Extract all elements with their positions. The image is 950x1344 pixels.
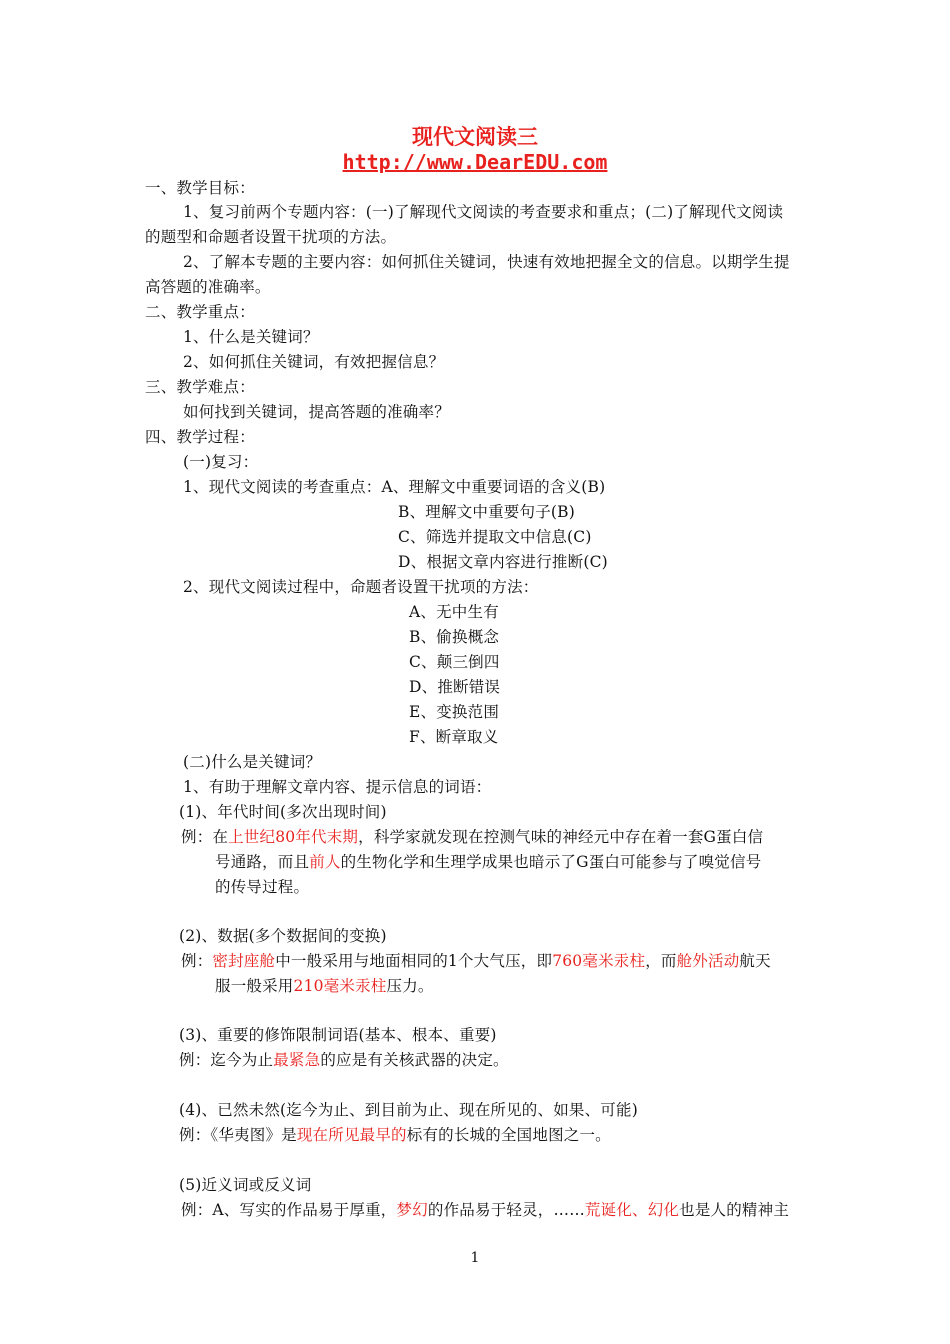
- section-heading-difficulty: 三、教学难点：: [145, 378, 255, 396]
- key-point-2: 2、如何抓住关键词，有效把握信息？: [183, 353, 445, 371]
- focus-intro: 1、现代文阅读的考查重点：A、理解文中重要词语的含义(B): [183, 478, 606, 496]
- goal-2-line-2: 高答题的准确率。: [145, 278, 271, 296]
- focus-item-d: D、根据文章内容进行推断(C): [398, 553, 608, 571]
- section-heading-goals: 一、教学目标：: [145, 179, 255, 197]
- highlighted-keyword: 上世纪80年代末期: [228, 828, 359, 846]
- review-heading: (一)复习：: [183, 453, 259, 471]
- focus-item-b: B、理解文中重要句子(B): [398, 503, 575, 521]
- highlighted-keyword: 密封座舱: [212, 952, 276, 970]
- key-point-1: 1、什么是关键词？: [183, 328, 319, 346]
- keyword-type-5-heading: (5)近义词或反义词: [179, 1176, 312, 1194]
- highlighted-keyword: 舱外活动: [676, 952, 740, 970]
- goal-1-line-2: 的题型和命题者设置干扰项的方法。: [145, 228, 397, 246]
- keyword-type-4-heading: (4)、已然未然(迄今为止、到目前为止、现在所见的、如果、可能): [179, 1101, 638, 1119]
- keyword-type-5-example-line-1: 例：A、写实的作品易于厚重，梦幻的作品易于轻灵，……荒诞化、幻化也是人的精神主: [181, 1201, 790, 1219]
- keyword-type-1-heading: (1)、年代时间(多次出现时间): [179, 803, 387, 821]
- keyword-type-2-heading: (2)、数据(多个数据间的变换): [179, 927, 387, 945]
- distractor-item: C、颠三倒四: [409, 653, 500, 671]
- keyword-type-2-example-line-1: 例：密封座舱中一般采用与地面相同的1个大气压，即760毫米汞柱，而舱外活动航天: [181, 952, 771, 970]
- highlighted-keyword: 荒诞化、幻化: [584, 1201, 680, 1219]
- keyword-type-2-example-line-2: 服一般采用210毫米汞柱压力。: [215, 977, 434, 995]
- keyword-type-1-example-line-3: 的传导过程。: [215, 878, 310, 896]
- distractor-item: F、断章取义: [409, 728, 499, 746]
- keyword-type-3-heading: (3)、重要的修饰限制词语(基本、根本、重要): [179, 1026, 497, 1044]
- highlighted-keyword: 前人: [309, 853, 341, 871]
- focus-item-c: C、筛选并提取文中信息(C): [398, 528, 592, 546]
- keyword-type-4-example: 例：《华夷图》是现在所见最早的标有的长城的全国地图之一。: [179, 1126, 611, 1144]
- keyword-type-1-example-line-2: 号通路，而且前人的生物化学和生理学成果也暗示了G蛋白可能参与了嗅觉信号: [215, 853, 762, 871]
- source-url-link[interactable]: http://www.DearEDU.com: [342, 150, 608, 174]
- keyword-type-3-example: 例：迄今为止最紧急的应是有关核武器的决定。: [179, 1051, 509, 1069]
- distractor-item: B、偷换概念: [409, 628, 500, 646]
- highlighted-keyword: 最紧急: [273, 1051, 321, 1069]
- distractor-item: D、推断错误: [409, 678, 501, 696]
- keyword-definition: 1、有助于理解文章内容、提示信息的词语：: [183, 778, 492, 796]
- goal-2-line-1: 2、了解本专题的主要内容：如何抓住关键词，快速有效地把握全文的信息。以期学生提: [183, 253, 790, 271]
- highlighted-keyword: 现在所见最早的: [296, 1126, 407, 1144]
- distractor-item: A、无中生有: [409, 603, 499, 621]
- keyword-heading: (二)什么是关键词？: [183, 753, 322, 771]
- highlighted-keyword: 210毫米汞柱: [293, 977, 387, 995]
- distractor-item: E、变换范围: [409, 703, 500, 721]
- section-heading-process: 四、教学过程：: [145, 428, 255, 446]
- document-title: 现代文阅读三: [412, 125, 538, 149]
- highlighted-keyword: 760毫米汞柱: [552, 952, 646, 970]
- goal-1-line-1: 1、复习前两个专题内容：(一)了解现代文阅读的考查要求和重点；(二)了解现代文阅读: [183, 203, 784, 221]
- highlighted-keyword: 梦幻: [396, 1201, 428, 1219]
- keyword-type-1-example-line-1: 例：在上世纪80年代末期，科学家就发现在控测气味的神经元中存在着一套G蛋白信: [181, 828, 764, 846]
- section-heading-key-points: 二、教学重点：: [145, 303, 255, 321]
- page-number: 1: [470, 1250, 480, 1266]
- difficulty-1: 如何找到关键词，提高答题的准确率？: [183, 403, 450, 421]
- distractor-intro: 2、现代文阅读过程中，命题者设置干扰项的方法：: [183, 578, 539, 596]
